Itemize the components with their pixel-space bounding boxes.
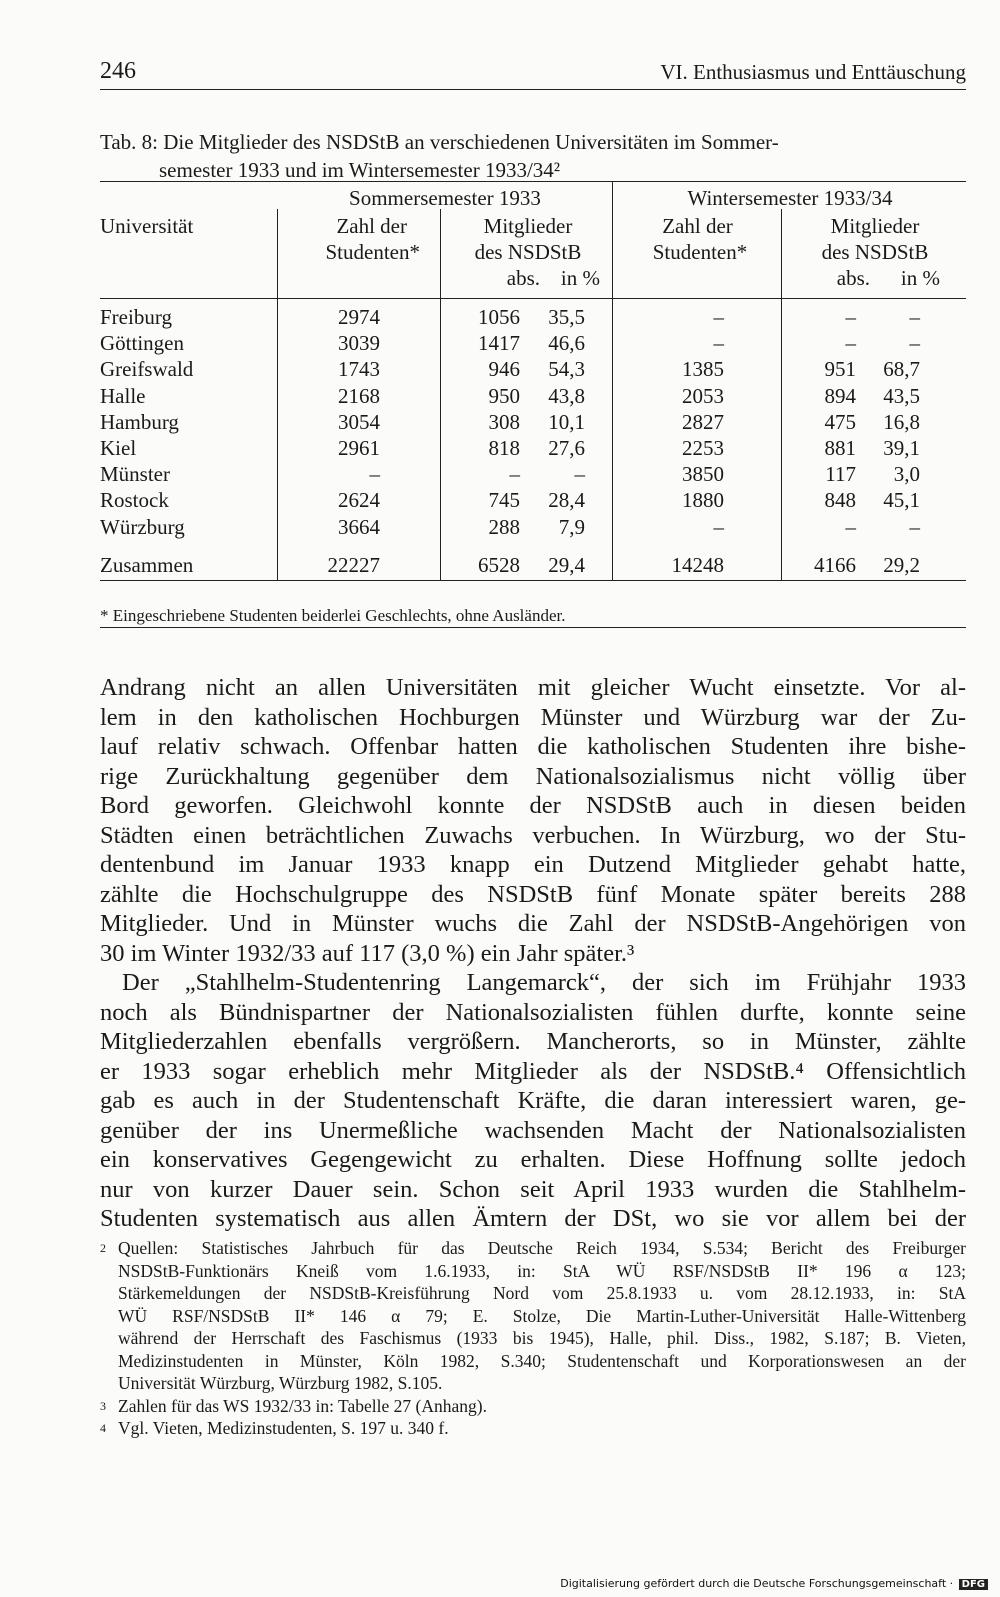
cell-summer-students: 2961 [338,436,380,460]
dfg-logo: DFG [959,1579,988,1590]
cell-universitaet: Freiburg [100,305,172,329]
body-line: Andrang nicht an allen Universitäten mit gleicher Wucht einsetzte. Vor al- [100,674,966,701]
chapter-title: VI. Enthusiasmus und Enttäuschung [660,60,966,84]
cell-winter-pct: – [909,331,920,356]
cell-winter-students: 14248 [671,553,724,577]
cell-winter-pct: 16,8 [883,409,920,434]
header-zahl-der-2: Zahl der [662,214,733,238]
cell-winter-students: 1880 [682,488,724,513]
footnote-2-line: während der Herrschaft des Faschismus (1933 bis 1945), Halle, phil. Diss., 1982, S.187; B. Vieten, [118,1328,966,1348]
cell-winter-students: 3850 [682,462,724,487]
running-header [100,58,966,90]
body-line: Studenten systematisch aus allen Ämtern der DSt, wo sie vor allem bei der [100,1205,966,1232]
cell-universitaet: Halle [100,383,146,408]
header-inpct-2: in % [900,266,940,290]
cell-winter-pct: 3,0 [893,462,920,487]
header-inpct-1: in % [560,266,600,290]
cell-summer-pct: 27,6 [548,436,585,460]
body-line: Mitglieder. Und in Münster wuchs die Zahl der NSDStB-Angehörigen von [100,910,966,937]
header-summer-semester: Sommersemester 1933 [349,186,541,210]
cell-winter-abs: 881 [824,436,856,460]
cell-summer-students: 1743 [338,357,380,382]
body-line: noch als Bündnispartner der Nationalsozialisten fühlen durfte, konnte seine [100,998,966,1026]
cell-summer-pct: 46,6 [548,331,585,356]
body-line: genüber der ins Unermeßliche wachsenden Macht der Nationalsozialisten [100,1116,966,1144]
cell-universitaet: Hamburg [100,409,179,434]
cell-winter-pct: 68,7 [883,357,920,382]
cell-summer-abs: 6528 [478,553,520,577]
header-zahl-der-1: Zahl der [336,214,407,238]
cell-winter-students: 1385 [682,357,724,382]
cell-summer-abs: 1056 [478,305,520,329]
page-number: 246 [100,58,136,84]
cell-universitaet: Rostock [100,488,169,513]
footnote-4-mark: 4 [100,1421,106,1435]
header-abs-2: abs. [836,266,870,290]
cell-universitaet: Kiel [100,436,137,460]
body-line: lem in den katholischen Hochburgen Münster und Würzburg war der Zu- [100,703,966,731]
cell-winter-abs: 894 [824,383,856,408]
cell-winter-abs: – [845,305,856,329]
body-line: Der „Stahlhelm-Studentenring Langemarck“, der sich im Frühjahr 1933 [122,969,966,996]
header-universitaet: Universität [100,214,194,238]
cell-summer-abs: 950 [488,383,520,408]
cell-summer-pct: 43,8 [548,383,585,408]
cell-winter-abs: – [845,514,856,539]
body-line: 30 im Winter 1932/33 auf 117 (3,0 %) ein Jahr später.³ [100,939,635,967]
cell-summer-abs: 308 [488,409,520,434]
table-caption [100,128,966,184]
body-line: lauf relativ schwach. Offenbar hatten die katholischen Studenten ihre bishe- [100,733,966,760]
cell-summer-pct: 54,3 [548,357,585,382]
caption-line-2: semester 1933 und im Wintersemester 1933/34² [159,158,561,182]
cell-winter-abs: 4166 [814,553,856,577]
cell-winter-students: – [713,331,724,356]
cell-winter-pct: – [909,514,920,539]
cell-universitaet: Münster [100,462,170,487]
cell-winter-abs: 848 [824,488,856,513]
cell-summer-pct: 7,9 [558,514,585,539]
footnote-2-line: Medizinstudenten in Münster, Köln 1982, S.340; Studentenschaft und Korporationswesen an der [118,1350,966,1371]
cell-summer-students: 22227 [327,553,380,577]
cell-winter-abs: – [845,331,856,356]
header-des-nsdstb-2: des NSDStB [821,240,929,264]
body-line: Bord geworfen. Gleichwohl konnte der NSDStB auch in diesen beiden [100,792,966,819]
table-top-rule [100,181,966,182]
cell-winter-pct: 39,1 [883,436,920,460]
cell-summer-pct: 35,5 [548,305,585,329]
cell-winter-abs: 475 [824,409,856,434]
table-bottom-rule [100,627,966,628]
body-line: ein konservatives Gegengewicht zu erhalten. Diese Hoffnung sollte jedoch [100,1146,966,1173]
footnotes [100,1237,966,1440]
cell-summer-abs: 1417 [478,331,520,356]
footnote-2-line: Universität Würzburg, Würzburg 1982, S.105. [118,1373,443,1393]
cell-summer-students: 3664 [338,514,380,539]
footnote-3-mark: 3 [100,1398,106,1413]
footnote-2-mark: 2 [100,1241,106,1255]
cell-summer-abs: 288 [488,514,520,539]
header-des-nsdstb-1: des NSDStB [474,240,582,264]
cell-summer-abs: 946 [488,357,520,382]
table-total-rule [100,580,966,581]
cell-universitaet: Würzburg [100,514,185,539]
header-rule [100,89,966,90]
cell-summer-abs: 818 [488,436,520,460]
table-header-rule [100,298,966,299]
cell-winter-students: – [713,514,724,539]
body-text [100,673,966,1234]
cell-summer-abs: 745 [488,488,520,513]
cell-summer-pct: – [574,462,585,487]
cell-winter-abs: 117 [825,462,856,487]
footnote-2-line: WÜ RSF/NSDStB II* 146 α 79; E. Stolze, Die Martin-Luther-Universität Halle-Wittenberg [118,1305,966,1326]
cell-summer-students: 2624 [338,488,380,513]
cell-summer-students: 2168 [338,383,380,408]
cell-winter-students: – [713,305,724,329]
caption-line-1: Tab. 8: Die Mitglieder des NSDStB an verschiedenen Universitäten im Sommer- [100,130,779,154]
cell-winter-students: 2053 [682,383,724,408]
footnote-4: 4 Vgl. Vieten, Medizinstudenten, S. 197 u. 340 f. [100,1418,449,1438]
header-mitglieder-1: Mitglieder [483,214,573,238]
cell-summer-students: 3039 [338,331,380,356]
table-star-note: * Eingeschriebene Studenten beiderlei Geschlechts, ohne Ausländer. [100,606,566,625]
body-line: Städten einen beträchtlichen Zuwachs verbuchen. In Würzburg, wo der Stu- [100,821,966,849]
cell-winter-pct: 45,1 [883,488,920,513]
cell-winter-students: 2253 [682,436,724,460]
cell-universitaet: Greifswald [100,357,194,382]
body-line: Mitgliederzahlen ebenfalls vergrößern. Mancherorts, so in Münster, zählte [100,1028,966,1055]
header-abs-1: abs. [506,266,540,290]
body-line: rige Zurückhaltung gegenüber dem Nationalsozialismus nicht völlig über [100,762,966,790]
cell-winter-pct: 29,2 [883,553,920,577]
cell-summer-students: 2974 [338,305,380,329]
cell-winter-students: 2827 [682,409,724,434]
cell-universitaet: Zusammen [100,553,194,577]
cell-summer-abs: – [509,462,520,487]
cell-summer-pct: 28,4 [548,488,585,513]
body-line: gab es auch in der Studentenschaft Kräfte, die daran interessiert waren, ge- [100,1087,966,1114]
footnote-3: 3 Zahlen für das WS 1932/33 in: Tabelle 27 (Anhang). [100,1395,487,1416]
footnote-2-line: 2 Quellen: Statistisches Jahrbuch für das Deutsche Reich 1934, S.534; Bericht des Freiburger [100,1238,966,1258]
dfg-funding-note: Digitalisierung gefördert durch die Deutsche Forschungsgemeinschaft · DFG [560,1577,988,1590]
body-line: zählte die Hochschulgruppe des NSDStB fünf Monate später bereits 288 [100,880,966,908]
table-col-divider-1 [277,209,278,580]
footnote-2-line: NSDStB-Funktionärs Kneiß vom 1.6.1933, in: StA WÜ RSF/NSDStB II* 196 α 123; [118,1260,966,1281]
body-line: nur von kurzer Dauer sein. Schon seit April 1933 wurden die Stahlhelm- [100,1175,966,1203]
footnote-2-line: Stärkemeldungen der NSDStB-Kreisführung Nord vom 25.8.1933 u. vom 28.12.1933, in: StA [118,1283,966,1303]
header-studenten-1: Studenten* [325,240,420,264]
body-line: dentenbund im Januar 1933 knapp ein Dutzend Mitglieder gehabt hatte, [100,851,966,878]
cell-winter-abs: 951 [824,357,856,382]
cell-winter-pct: – [909,305,920,329]
cell-summer-pct: 10,1 [548,409,585,434]
cell-summer-pct: 29,4 [548,553,585,577]
header-studenten-2: Studenten* [652,240,748,264]
cell-summer-students: 3054 [338,409,380,434]
cell-winter-pct: 43,5 [883,383,920,408]
header-winter-semester: Wintersemester 1933/34 [687,186,893,210]
cell-summer-students: – [369,462,380,487]
body-line: er 1933 sogar erheblich mehr Mitglieder als der NSDStB.⁴ Offensichtlich [100,1057,966,1085]
header-mitglieder-2: Mitglieder [830,214,920,238]
cell-universitaet: Göttingen [100,331,184,356]
